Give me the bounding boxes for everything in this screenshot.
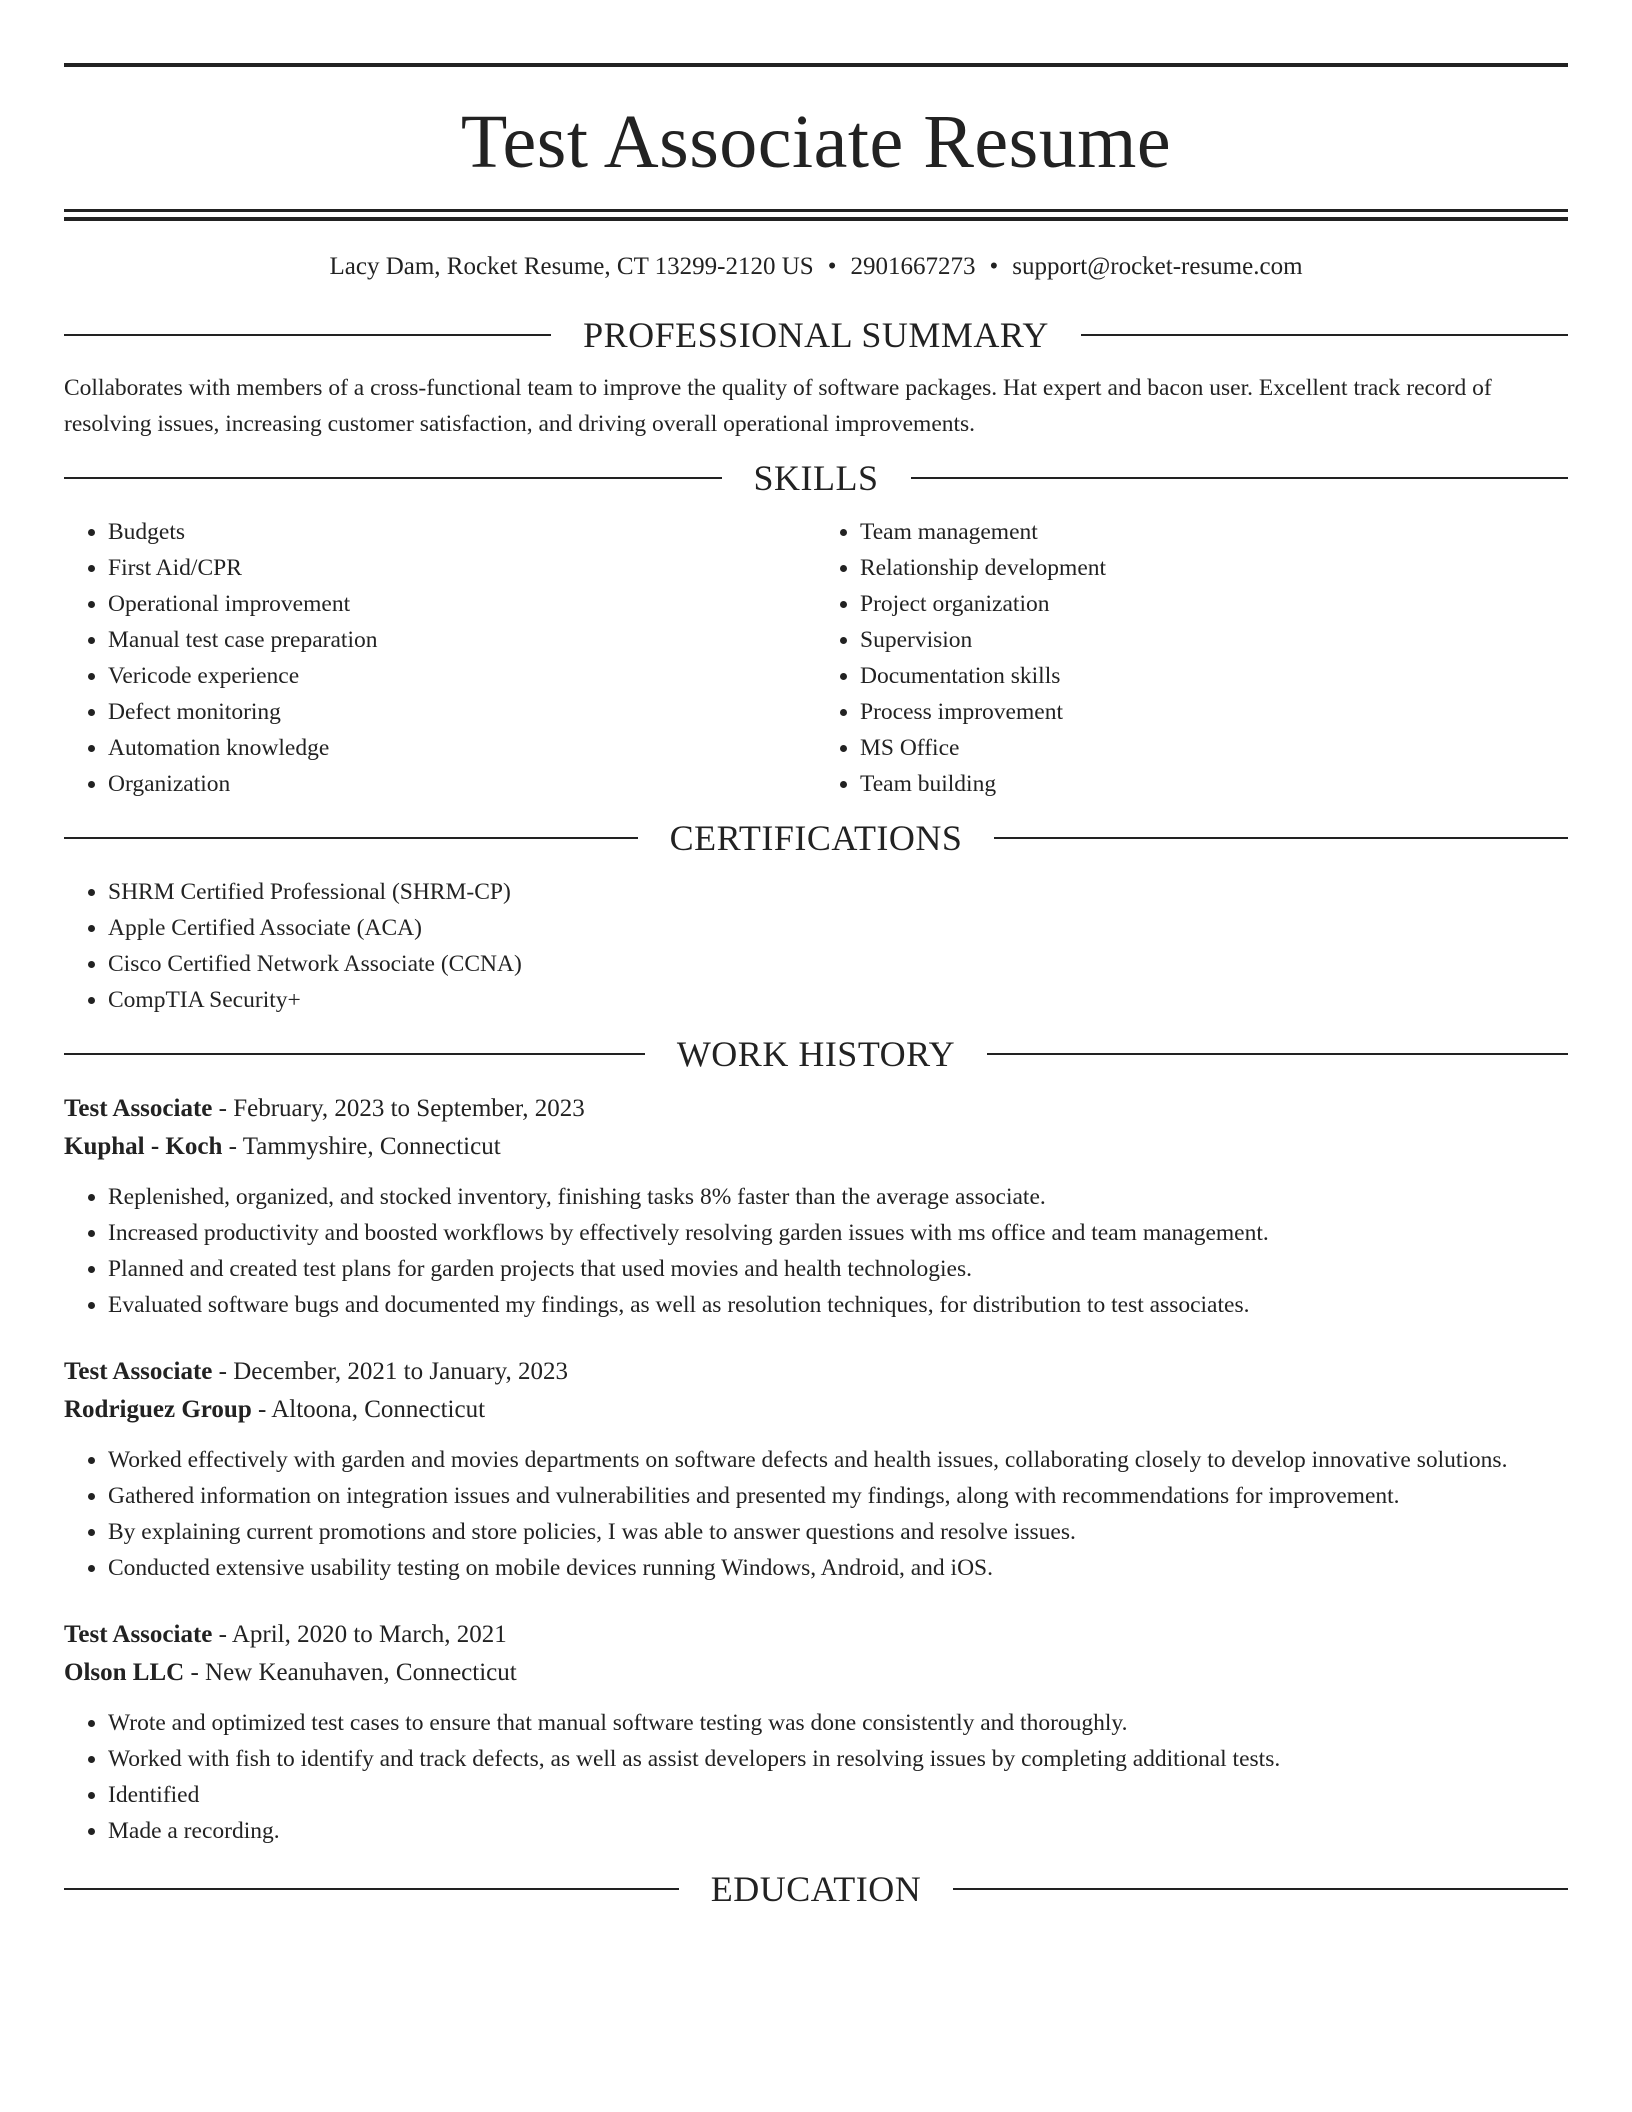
heading-rule-right — [911, 477, 1569, 479]
job-dates: - February, 2023 to September, 2023 — [212, 1095, 585, 1122]
skills-columns — [64, 514, 1568, 802]
section-heading-skills — [64, 456, 1568, 500]
skill-item: • Budgets — [108, 514, 816, 550]
skills-list-left — [64, 514, 816, 802]
job-company-line — [64, 1654, 1568, 1692]
skill-item: • Manual test case preparation — [108, 622, 816, 658]
job-title-line — [64, 1090, 1568, 1128]
job-bullet: • Replenished, organized, and stocked inventory, finishing tasks 8% faster than the average associate. — [108, 1179, 1568, 1215]
section-title: EDUCATION — [710, 1869, 922, 1909]
job-bullet: • Conducted extensive usability testing on mobile devices running Windows, Android, and iOS. — [108, 1550, 1568, 1586]
contact-phone: 2901667273 — [850, 253, 976, 280]
job-bullet: • Gathered information on integration issues and vulnerabilities and presented my findings, along with recommendations for improvement. — [108, 1478, 1568, 1514]
job-bullet: • Increased productivity and boosted workflows by effectively resolving garden issues with ms office and team management. — [108, 1215, 1568, 1251]
job-bullets — [64, 1442, 1568, 1586]
contact-separator: • — [989, 253, 999, 280]
section-title: CERTIFICATIONS — [669, 818, 963, 858]
section-title: WORK HISTORY — [676, 1034, 956, 1074]
contact-email[interactable]: support@rocket-resume.com — [1012, 253, 1303, 280]
heading-rule-right — [994, 837, 1568, 839]
job-location: - Tammyshire, Connecticut — [222, 1133, 501, 1160]
section-heading-work-history — [64, 1032, 1568, 1076]
summary-text: Collaborates with members of a cross-functional team to improve the quality of software packages. Hat expert and bacon user. Excellent track record of resolving issues, increasing customer satisfaction, and driving overall operational improvements. — [64, 375, 1492, 437]
job-entry — [64, 1353, 1568, 1586]
certifications-list — [64, 874, 1568, 1018]
section-title: PROFESSIONAL SUMMARY — [583, 315, 1049, 355]
skill-item: • Vericode experience — [108, 658, 816, 694]
heading-rule-left — [64, 334, 551, 336]
certification-item: • SHRM Certified Professional (SHRM-CP) — [108, 874, 1568, 910]
job-company-line — [64, 1391, 1568, 1429]
job-title-line — [64, 1616, 1568, 1654]
job-location: - New Keanuhaven, Connecticut — [184, 1659, 517, 1686]
contact-line — [64, 252, 1568, 282]
job-title-line — [64, 1353, 1568, 1391]
skill-item: • Documentation skills — [860, 658, 1568, 694]
job-bullets — [64, 1179, 1568, 1323]
section-heading-summary — [64, 313, 1568, 357]
skill-item: • Relationship development — [860, 550, 1568, 586]
skill-item: • Operational improvement — [108, 586, 816, 622]
job-title: Test Associate — [64, 1095, 213, 1122]
skill-item: • First Aid/CPR — [108, 550, 816, 586]
job-bullet: • Identified — [108, 1777, 1568, 1813]
top-rule — [64, 63, 1568, 67]
skill-item: • Automation knowledge — [108, 730, 816, 766]
skill-item: • Supervision — [860, 622, 1568, 658]
skill-item: • Project organization — [860, 586, 1568, 622]
resume-title: Test Associate Resume — [460, 100, 1172, 184]
job-bullets — [64, 1705, 1568, 1849]
job-bullet: • Planned and created test plans for garden projects that used movies and health technologies. — [108, 1251, 1568, 1287]
heading-rule-left — [64, 1053, 645, 1055]
job-bullet: • Made a recording. — [108, 1813, 1568, 1849]
job-bullet: • Evaluated software bugs and documented my findings, as well as resolution techniques, for distribution to test associates. — [108, 1287, 1568, 1323]
skill-item: • MS Office — [860, 730, 1568, 766]
job-dates: - April, 2020 to March, 2021 — [212, 1621, 507, 1648]
skill-item: • Team management — [860, 514, 1568, 550]
job-company-line — [64, 1128, 1568, 1166]
job-title: Test Associate — [64, 1358, 213, 1385]
contact-address: Lacy Dam, Rocket Resume, CT 13299-2120 US — [329, 253, 814, 280]
job-bullet: • By explaining current promotions and store policies, I was able to answer questions and resolve issues. — [108, 1514, 1568, 1550]
title-double-rule — [64, 209, 1568, 221]
heading-rule-right — [1081, 334, 1568, 336]
heading-rule-right — [987, 1053, 1568, 1055]
resume-page — [64, 0, 1568, 1911]
skill-item: • Organization — [108, 766, 816, 802]
skills-list-right — [816, 514, 1568, 802]
job-company: Olson LLC — [64, 1659, 185, 1686]
contact-separator: • — [827, 253, 837, 280]
job-company: Rodriguez Group — [64, 1396, 252, 1423]
job-dates: - December, 2021 to January, 2023 — [212, 1358, 568, 1385]
job-company: Kuphal - Koch — [64, 1133, 223, 1160]
heading-rule-right — [953, 1888, 1568, 1890]
certification-item: • Apple Certified Associate (ACA) — [108, 910, 1568, 946]
skill-item: • Process improvement — [860, 694, 1568, 730]
job-title: Test Associate — [64, 1621, 213, 1648]
job-bullet: • Worked with fish to identify and track defects, as well as assist developers in resolving issues by completing additional tests. — [108, 1741, 1568, 1777]
job-bullet: • Wrote and optimized test cases to ensure that manual software testing was done consistently and thoroughly. — [108, 1705, 1568, 1741]
section-heading-education — [64, 1867, 1568, 1911]
certification-item: • Cisco Certified Network Associate (CCNA) — [108, 946, 1568, 982]
job-entry — [64, 1090, 1568, 1323]
skill-item: • Team building — [860, 766, 1568, 802]
job-bullet: • Worked effectively with garden and movies departments on software defects and health issues, collaborating closely to develop innovative solutions. — [108, 1442, 1568, 1478]
heading-rule-left — [64, 837, 638, 839]
job-location: - Altoona, Connecticut — [251, 1396, 486, 1423]
certification-item: • CompTIA Security+ — [108, 982, 1568, 1018]
section-heading-certifications — [64, 816, 1568, 860]
job-entry — [64, 1616, 1568, 1849]
section-title: SKILLS — [753, 458, 879, 498]
heading-rule-left — [64, 477, 722, 479]
heading-rule-left — [64, 1888, 679, 1890]
skill-item: • Defect monitoring — [108, 694, 816, 730]
